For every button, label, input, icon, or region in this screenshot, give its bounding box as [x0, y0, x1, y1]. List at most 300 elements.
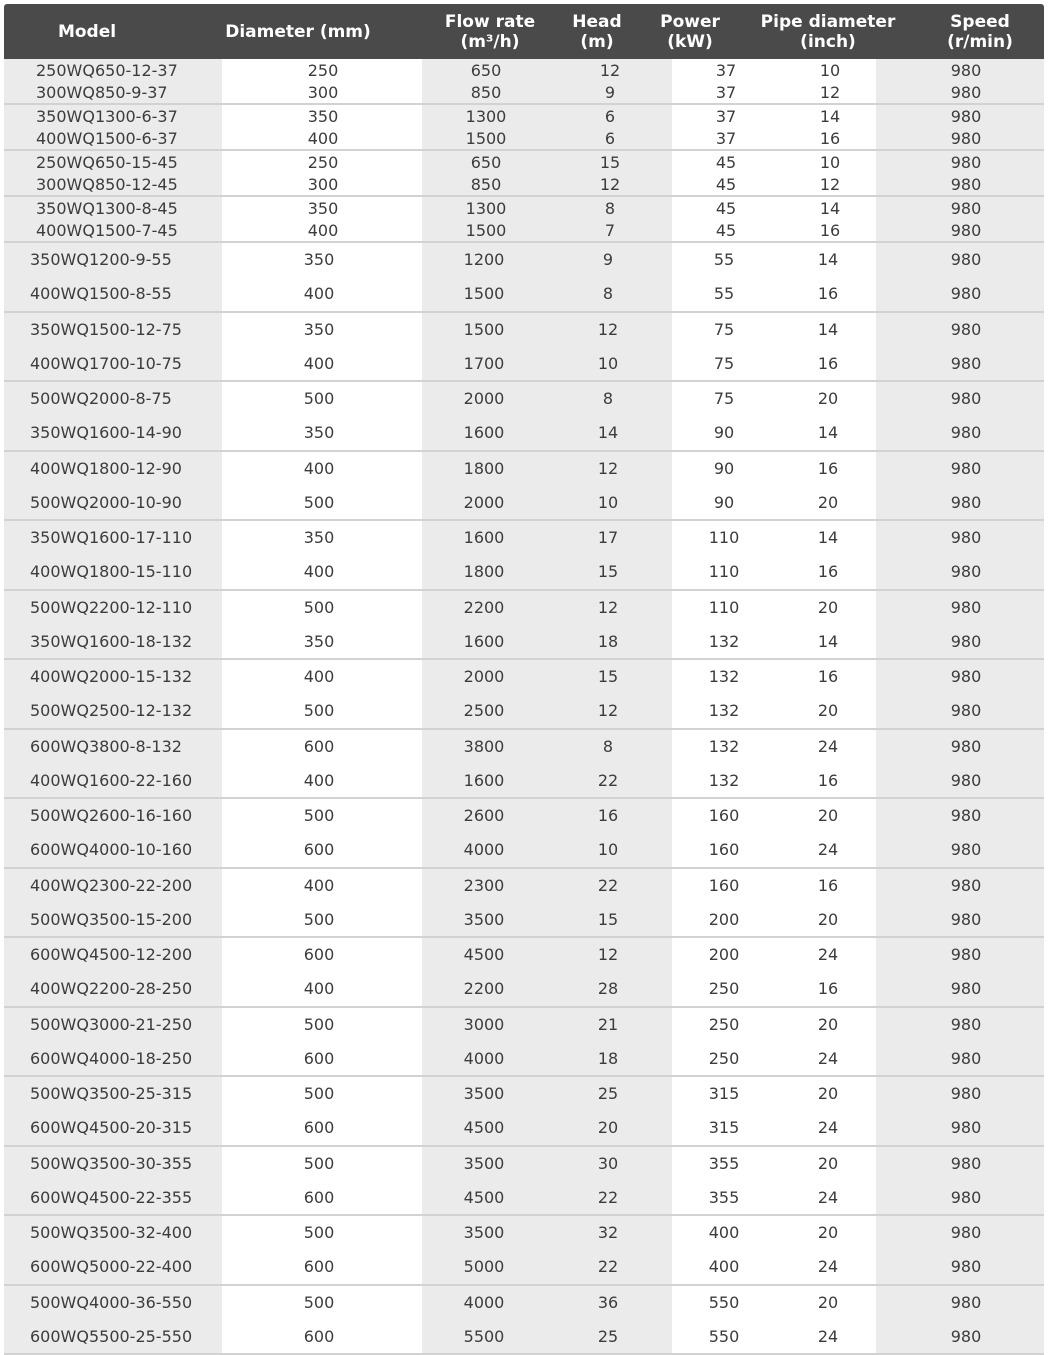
- header-flow-rate-line1: Flow rate: [445, 12, 535, 32]
- cell-model: 350WQ1600-17-110: [30, 521, 220, 555]
- cell-pipe-diameter: 20: [783, 1147, 873, 1181]
- header-diameter: [170, 4, 426, 59]
- cell-diameter: 350: [274, 313, 364, 347]
- cell-power: 75: [679, 382, 769, 416]
- cell-speed: 980: [921, 243, 1011, 277]
- cell-pipe-diameter: 20: [783, 1077, 873, 1111]
- cell-speed: 980: [921, 938, 1011, 972]
- cell-diameter: 500: [274, 799, 364, 833]
- cell-head: 12: [565, 59, 655, 81]
- cell-head: 15: [565, 151, 655, 173]
- cell-power: 400: [679, 1216, 769, 1250]
- cell-power: 200: [679, 902, 769, 936]
- cell-power: 37: [681, 81, 771, 103]
- cell-speed: 980: [921, 416, 1011, 450]
- cell-model: 600WQ4000-10-160: [30, 833, 220, 867]
- cell-diameter: 350: [274, 624, 364, 658]
- cell-flow-rate: 4000: [439, 833, 529, 867]
- cell-head: 7: [565, 219, 655, 241]
- table-row: [4, 1111, 1044, 1145]
- cell-power: 132: [679, 694, 769, 728]
- cell-speed: 980: [921, 277, 1011, 311]
- cell-diameter: 300: [278, 81, 368, 103]
- cell-speed: 980: [921, 382, 1011, 416]
- cell-power: 45: [681, 219, 771, 241]
- cell-speed: 980: [921, 105, 1011, 127]
- cell-model: 600WQ5500-25-550: [30, 1319, 220, 1353]
- header-model-line1: Model: [58, 22, 116, 42]
- cell-head: 6: [565, 105, 655, 127]
- cell-speed: 980: [921, 59, 1011, 81]
- cell-pipe-diameter: 14: [783, 521, 873, 555]
- cell-head: 12: [563, 591, 653, 625]
- header-diameter-line1: Diameter (mm): [225, 22, 371, 42]
- cell-flow-rate: 1300: [441, 105, 531, 127]
- cell-flow-rate: 2500: [439, 694, 529, 728]
- cell-head: 12: [565, 173, 655, 195]
- cell-head: 18: [563, 1041, 653, 1075]
- cell-head: 22: [563, 869, 653, 903]
- header-power: [640, 4, 740, 59]
- cell-head: 22: [563, 1250, 653, 1284]
- cell-speed: 980: [921, 555, 1011, 589]
- cell-head: 25: [563, 1319, 653, 1353]
- cell-speed: 980: [921, 763, 1011, 797]
- table-row: [4, 346, 1044, 380]
- cell-flow-rate: 650: [441, 59, 531, 81]
- cell-speed: 980: [921, 197, 1011, 219]
- cell-pipe-diameter: 14: [783, 243, 873, 277]
- cell-pipe-diameter: 16: [783, 660, 873, 694]
- cell-head: 17: [563, 521, 653, 555]
- table-row: [4, 902, 1044, 936]
- cell-power: 132: [679, 624, 769, 658]
- table-row: [4, 81, 1044, 103]
- table-row: [4, 763, 1044, 797]
- cell-flow-rate: 5500: [439, 1319, 529, 1353]
- cell-diameter: 350: [274, 521, 364, 555]
- cell-power: 200: [679, 938, 769, 972]
- cell-head: 28: [563, 972, 653, 1006]
- table-row: [4, 694, 1044, 728]
- cell-flow-rate: 3500: [439, 1077, 529, 1111]
- cell-model: 500WQ2200-12-110: [30, 591, 220, 625]
- cell-power: 250: [679, 1041, 769, 1075]
- cell-power: 315: [679, 1111, 769, 1145]
- cell-speed: 980: [921, 833, 1011, 867]
- table-row: [4, 938, 1044, 972]
- table-row: [4, 416, 1044, 450]
- cell-power: 355: [679, 1147, 769, 1181]
- cell-model: 350WQ1300-6-37: [36, 105, 226, 127]
- cell-model: 400WQ1500-8-55: [30, 277, 220, 311]
- row-group: [4, 938, 1044, 1008]
- cell-power: 45: [681, 151, 771, 173]
- row-group: [4, 151, 1044, 197]
- table-row: [4, 833, 1044, 867]
- cell-model: 350WQ1200-9-55: [30, 243, 220, 277]
- cell-model: 500WQ3000-21-250: [30, 1008, 220, 1042]
- cell-pipe-diameter: 24: [783, 1180, 873, 1214]
- cell-head: 8: [563, 382, 653, 416]
- cell-pipe-diameter: 24: [783, 833, 873, 867]
- header-power-line1: Power: [660, 12, 720, 32]
- cell-power: 110: [679, 521, 769, 555]
- cell-speed: 980: [921, 624, 1011, 658]
- cell-diameter: 350: [278, 105, 368, 127]
- cell-diameter: 300: [278, 173, 368, 195]
- cell-model: 350WQ1600-18-132: [30, 624, 220, 658]
- cell-pipe-diameter: 14: [785, 105, 875, 127]
- cell-model: 500WQ3500-15-200: [30, 902, 220, 936]
- cell-head: 6: [565, 127, 655, 149]
- cell-speed: 980: [921, 660, 1011, 694]
- cell-head: 12: [563, 452, 653, 486]
- cell-pipe-diameter: 12: [785, 173, 875, 195]
- table-row: [4, 151, 1044, 173]
- cell-flow-rate: 3500: [439, 1147, 529, 1181]
- cell-pipe-diameter: 20: [783, 1286, 873, 1320]
- cell-speed: 980: [921, 452, 1011, 486]
- cell-flow-rate: 1200: [439, 243, 529, 277]
- cell-model: 400WQ2200-28-250: [30, 972, 220, 1006]
- cell-pipe-diameter: 16: [783, 763, 873, 797]
- table-row: [4, 277, 1044, 311]
- cell-model: 400WQ1600-22-160: [30, 763, 220, 797]
- table-row: [4, 59, 1044, 81]
- cell-flow-rate: 1700: [439, 346, 529, 380]
- cell-power: 45: [681, 173, 771, 195]
- pump-spec-table: [4, 4, 1044, 1355]
- cell-model: 350WQ1500-12-75: [30, 313, 220, 347]
- cell-power: 160: [679, 869, 769, 903]
- cell-diameter: 500: [274, 694, 364, 728]
- cell-diameter: 500: [274, 1077, 364, 1111]
- cell-pipe-diameter: 16: [783, 972, 873, 1006]
- cell-speed: 980: [921, 730, 1011, 764]
- cell-diameter: 500: [274, 1008, 364, 1042]
- table-row: [4, 1286, 1044, 1320]
- cell-flow-rate: 2000: [439, 660, 529, 694]
- cell-head: 22: [563, 1180, 653, 1214]
- cell-flow-rate: 3800: [439, 730, 529, 764]
- cell-flow-rate: 1500: [441, 127, 531, 149]
- cell-diameter: 250: [278, 151, 368, 173]
- table-row: [4, 127, 1044, 149]
- table-row: [4, 1319, 1044, 1353]
- cell-head: 10: [563, 346, 653, 380]
- cell-diameter: 350: [274, 243, 364, 277]
- cell-pipe-diameter: 24: [783, 1319, 873, 1353]
- cell-pipe-diameter: 20: [783, 902, 873, 936]
- row-group: [4, 1077, 1044, 1147]
- cell-head: 16: [563, 799, 653, 833]
- cell-pipe-diameter: 20: [783, 799, 873, 833]
- cell-diameter: 600: [274, 1319, 364, 1353]
- cell-power: 315: [679, 1077, 769, 1111]
- header-model: [4, 4, 170, 59]
- cell-diameter: 400: [274, 869, 364, 903]
- cell-flow-rate: 4500: [439, 1180, 529, 1214]
- header-pipe-diameter: [740, 4, 916, 59]
- cell-diameter: 400: [274, 763, 364, 797]
- table-row: [4, 1041, 1044, 1075]
- cell-head: 32: [563, 1216, 653, 1250]
- cell-model: 400WQ1500-6-37: [36, 127, 226, 149]
- cell-head: 22: [563, 763, 653, 797]
- cell-pipe-diameter: 14: [785, 197, 875, 219]
- row-group: [4, 869, 1044, 939]
- cell-power: 90: [679, 452, 769, 486]
- table-header: [4, 4, 1044, 59]
- cell-diameter: 600: [274, 1250, 364, 1284]
- cell-power: 75: [679, 313, 769, 347]
- row-group: [4, 1147, 1044, 1217]
- cell-model: 400WQ2000-15-132: [30, 660, 220, 694]
- cell-power: 110: [679, 591, 769, 625]
- cell-head: 20: [563, 1111, 653, 1145]
- cell-flow-rate: 3000: [439, 1008, 529, 1042]
- cell-pipe-diameter: 24: [783, 1111, 873, 1145]
- cell-pipe-diameter: 24: [783, 1250, 873, 1284]
- cell-speed: 980: [921, 694, 1011, 728]
- cell-diameter: 500: [274, 591, 364, 625]
- cell-diameter: 500: [274, 1216, 364, 1250]
- cell-speed: 980: [921, 1286, 1011, 1320]
- cell-pipe-diameter: 14: [783, 416, 873, 450]
- table-row: [4, 1180, 1044, 1214]
- cell-diameter: 500: [274, 485, 364, 519]
- cell-head: 10: [563, 485, 653, 519]
- cell-speed: 980: [921, 151, 1011, 173]
- cell-speed: 980: [921, 1147, 1011, 1181]
- table-row: [4, 197, 1044, 219]
- cell-diameter: 400: [274, 346, 364, 380]
- cell-diameter: 500: [274, 382, 364, 416]
- cell-model: 250WQ650-15-45: [36, 151, 226, 173]
- cell-model: 350WQ1600-14-90: [30, 416, 220, 450]
- cell-model: 500WQ2000-8-75: [30, 382, 220, 416]
- cell-speed: 980: [921, 1008, 1011, 1042]
- cell-model: 350WQ1300-8-45: [36, 197, 226, 219]
- cell-diameter: 600: [274, 1180, 364, 1214]
- cell-flow-rate: 3500: [439, 1216, 529, 1250]
- cell-model: 600WQ3800-8-132: [30, 730, 220, 764]
- cell-flow-rate: 2000: [439, 382, 529, 416]
- header-head: [554, 4, 640, 59]
- cell-pipe-diameter: 24: [783, 1041, 873, 1075]
- table-row: [4, 1250, 1044, 1284]
- table-row: [4, 1216, 1044, 1250]
- cell-speed: 980: [921, 1216, 1011, 1250]
- cell-pipe-diameter: 20: [783, 382, 873, 416]
- cell-power: 160: [679, 833, 769, 867]
- cell-power: 37: [681, 59, 771, 81]
- cell-diameter: 500: [274, 902, 364, 936]
- cell-flow-rate: 1800: [439, 452, 529, 486]
- cell-flow-rate: 1500: [439, 277, 529, 311]
- cell-flow-rate: 2200: [439, 591, 529, 625]
- cell-speed: 980: [921, 1319, 1011, 1353]
- cell-diameter: 350: [274, 416, 364, 450]
- cell-power: 132: [679, 660, 769, 694]
- cell-power: 250: [679, 972, 769, 1006]
- cell-model: 600WQ4500-12-200: [30, 938, 220, 972]
- cell-power: 400: [679, 1250, 769, 1284]
- header-head-line2: (m): [572, 32, 621, 52]
- cell-speed: 980: [921, 1180, 1011, 1214]
- cell-power: 37: [681, 105, 771, 127]
- cell-diameter: 500: [274, 1147, 364, 1181]
- cell-flow-rate: 1600: [439, 763, 529, 797]
- cell-diameter: 350: [278, 197, 368, 219]
- cell-diameter: 400: [274, 972, 364, 1006]
- table-row: [4, 624, 1044, 658]
- header-pipe-diameter-line1: Pipe diameter: [761, 12, 896, 32]
- cell-head: 8: [563, 730, 653, 764]
- cell-pipe-diameter: 20: [783, 591, 873, 625]
- row-group: [4, 660, 1044, 730]
- table-row: [4, 730, 1044, 764]
- row-group: [4, 1286, 1044, 1355]
- cell-power: 132: [679, 730, 769, 764]
- cell-diameter: 400: [278, 127, 368, 149]
- header-speed-line2: (r/min): [947, 32, 1013, 52]
- cell-power: 160: [679, 799, 769, 833]
- cell-head: 36: [563, 1286, 653, 1320]
- cell-flow-rate: 1800: [439, 555, 529, 589]
- cell-model: 250WQ650-12-37: [36, 59, 226, 81]
- cell-speed: 980: [921, 1250, 1011, 1284]
- table-row: [4, 869, 1044, 903]
- cell-speed: 980: [921, 127, 1011, 149]
- header-head-line1: Head: [572, 12, 621, 32]
- cell-head: 15: [563, 555, 653, 589]
- row-group: [4, 382, 1044, 452]
- cell-head: 9: [565, 81, 655, 103]
- header-power-line2: (kW): [660, 32, 720, 52]
- cell-model: 500WQ2600-16-160: [30, 799, 220, 833]
- cell-head: 15: [563, 660, 653, 694]
- cell-speed: 980: [921, 591, 1011, 625]
- cell-pipe-diameter: 20: [783, 1008, 873, 1042]
- cell-power: 90: [679, 485, 769, 519]
- row-group: [4, 730, 1044, 800]
- cell-diameter: 600: [274, 833, 364, 867]
- table-row: [4, 1008, 1044, 1042]
- row-group: [4, 313, 1044, 383]
- table-row: [4, 660, 1044, 694]
- cell-speed: 980: [921, 799, 1011, 833]
- cell-pipe-diameter: 10: [785, 151, 875, 173]
- table-row: [4, 555, 1044, 589]
- cell-model: 400WQ2300-22-200: [30, 869, 220, 903]
- cell-speed: 980: [921, 1041, 1011, 1075]
- header-speed-line1: Speed: [947, 12, 1013, 32]
- cell-flow-rate: 4500: [439, 1111, 529, 1145]
- cell-head: 18: [563, 624, 653, 658]
- cell-head: 25: [563, 1077, 653, 1111]
- cell-diameter: 600: [274, 1111, 364, 1145]
- cell-flow-rate: 1600: [439, 416, 529, 450]
- cell-speed: 980: [921, 173, 1011, 195]
- cell-flow-rate: 650: [441, 151, 531, 173]
- header-flow-rate: [426, 4, 554, 59]
- cell-power: 355: [679, 1180, 769, 1214]
- cell-diameter: 500: [274, 1286, 364, 1320]
- header-pipe-diameter-line2: (inch): [761, 32, 896, 52]
- table-row: [4, 1147, 1044, 1181]
- cell-model: 400WQ1700-10-75: [30, 346, 220, 380]
- cell-power: 75: [679, 346, 769, 380]
- table-row: [4, 313, 1044, 347]
- cell-speed: 980: [921, 219, 1011, 241]
- cell-speed: 980: [921, 972, 1011, 1006]
- cell-pipe-diameter: 16: [785, 127, 875, 149]
- table-row: [4, 1077, 1044, 1111]
- cell-flow-rate: 1500: [439, 313, 529, 347]
- table-row: [4, 485, 1044, 519]
- cell-head: 8: [565, 197, 655, 219]
- cell-diameter: 600: [274, 1041, 364, 1075]
- cell-model: 400WQ1500-7-45: [36, 219, 226, 241]
- cell-head: 12: [563, 694, 653, 728]
- cell-model: 500WQ2500-12-132: [30, 694, 220, 728]
- cell-flow-rate: 2600: [439, 799, 529, 833]
- cell-flow-rate: 1500: [441, 219, 531, 241]
- cell-speed: 980: [921, 1077, 1011, 1111]
- cell-pipe-diameter: 24: [783, 730, 873, 764]
- header-flow-rate-line2: (m³/h): [445, 32, 535, 52]
- cell-model: 300WQ850-9-37: [36, 81, 226, 103]
- table-row: [4, 799, 1044, 833]
- cell-flow-rate: 850: [441, 81, 531, 103]
- cell-head: 21: [563, 1008, 653, 1042]
- cell-pipe-diameter: 20: [783, 694, 873, 728]
- cell-pipe-diameter: 24: [783, 938, 873, 972]
- cell-power: 90: [679, 416, 769, 450]
- cell-pipe-diameter: 20: [783, 1216, 873, 1250]
- row-group: [4, 1008, 1044, 1078]
- cell-diameter: 250: [278, 59, 368, 81]
- cell-pipe-diameter: 16: [783, 555, 873, 589]
- cell-head: 9: [563, 243, 653, 277]
- row-group: [4, 243, 1044, 313]
- cell-model: 400WQ1800-15-110: [30, 555, 220, 589]
- row-group: [4, 105, 1044, 151]
- cell-head: 8: [563, 277, 653, 311]
- cell-flow-rate: 850: [441, 173, 531, 195]
- cell-head: 12: [563, 313, 653, 347]
- table-row: [4, 243, 1044, 277]
- cell-pipe-diameter: 16: [783, 277, 873, 311]
- cell-diameter: 400: [274, 277, 364, 311]
- cell-diameter: 400: [274, 660, 364, 694]
- cell-power: 45: [681, 197, 771, 219]
- cell-power: 55: [679, 277, 769, 311]
- cell-diameter: 600: [274, 938, 364, 972]
- cell-flow-rate: 1600: [439, 521, 529, 555]
- cell-flow-rate: 2300: [439, 869, 529, 903]
- cell-pipe-diameter: 16: [783, 452, 873, 486]
- cell-model: 300WQ850-12-45: [36, 173, 226, 195]
- cell-model: 600WQ4000-18-250: [30, 1041, 220, 1075]
- cell-model: 500WQ3500-25-315: [30, 1077, 220, 1111]
- cell-flow-rate: 4000: [439, 1286, 529, 1320]
- table-row: [4, 972, 1044, 1006]
- cell-speed: 980: [921, 313, 1011, 347]
- row-group: [4, 197, 1044, 243]
